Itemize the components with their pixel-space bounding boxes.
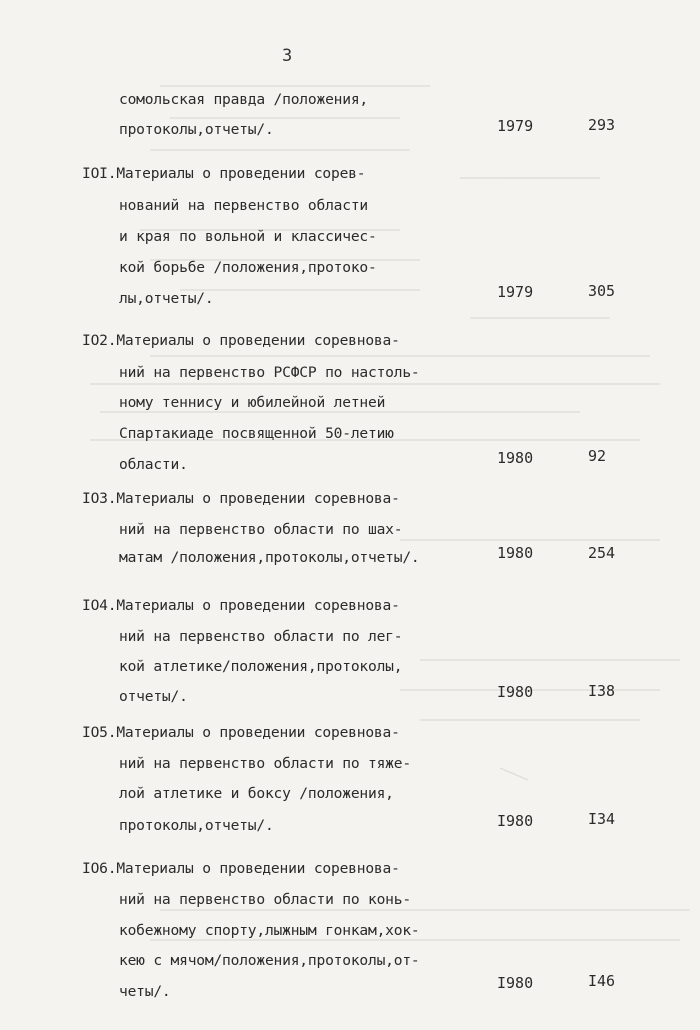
entry-line: IOI.Материалы о проведении сорев- bbox=[82, 165, 366, 182]
entry-year: 1980 bbox=[497, 544, 534, 562]
entry-year: I980 bbox=[497, 683, 534, 701]
entry-line: ний на первенство области по лег- bbox=[119, 628, 403, 645]
entry-year: 1980 bbox=[497, 449, 534, 467]
entry-year: I980 bbox=[497, 974, 534, 992]
entry-line: ний на первенство области по конь- bbox=[119, 891, 411, 908]
entry-line: кой атлетике/положения,протоколы, bbox=[119, 658, 403, 675]
entry-line: ному теннису и юбилейной летней bbox=[119, 394, 386, 411]
entry-year: 1979 bbox=[497, 283, 534, 301]
entry-line: кею с мячом/положения,протоколы,от- bbox=[119, 952, 420, 969]
entry-count: 254 bbox=[588, 544, 616, 562]
entry-count: I34 bbox=[588, 810, 616, 828]
entry-count: 293 bbox=[588, 116, 616, 134]
entry-line: нований на первенство области bbox=[119, 197, 368, 214]
entry-line: IO6.Материалы о проведении соревнова- bbox=[82, 860, 400, 877]
entry-line: кой борьбе /положения,протоко- bbox=[119, 259, 377, 276]
entry-line: четы/. bbox=[119, 983, 171, 1000]
entry-line: лой атлетике и боксу /положения, bbox=[119, 785, 394, 802]
entry-line: матам /положения,протоколы,отчеты/. bbox=[119, 549, 420, 566]
entry-line: ний на первенство области по тяже- bbox=[119, 755, 411, 772]
entry-line: лы,отчеты/. bbox=[119, 290, 214, 307]
entry-line: кобежному спорту,лыжным гонкам,хок- bbox=[119, 922, 420, 939]
entry-line: IO4.Материалы о проведении соревнова- bbox=[82, 597, 400, 614]
entry-count: I38 bbox=[588, 682, 616, 700]
entry-line: протоколы,отчеты/. bbox=[119, 121, 274, 138]
entry-line: сомольская правда /положения, bbox=[119, 91, 368, 108]
entry-line: отчеты/. bbox=[119, 688, 188, 705]
entry-line: и края по вольной и классичес- bbox=[119, 228, 377, 245]
entry-year: I980 bbox=[497, 812, 534, 830]
entry-count: 305 bbox=[588, 282, 616, 300]
page-number: 3 bbox=[282, 46, 293, 66]
entry-line: IO2.Материалы о проведении соревнова- bbox=[82, 332, 400, 349]
entry-line: IO5.Материалы о проведении соревнова- bbox=[82, 724, 400, 741]
entry-line: области. bbox=[119, 456, 188, 473]
entry-count: 92 bbox=[588, 447, 607, 465]
entry-count: I46 bbox=[588, 972, 616, 990]
entry-line: ний на первенство области по шах- bbox=[119, 521, 403, 538]
entry-year: 1979 bbox=[497, 117, 534, 135]
entry-line: IO3.Материалы о проведении соревнова- bbox=[82, 490, 400, 507]
entry-line: Спартакиаде посвященной 50-летию bbox=[119, 425, 394, 442]
entry-line: ний на первенство РСФСР по настоль- bbox=[119, 364, 420, 381]
entry-line: протоколы,отчеты/. bbox=[119, 817, 274, 834]
